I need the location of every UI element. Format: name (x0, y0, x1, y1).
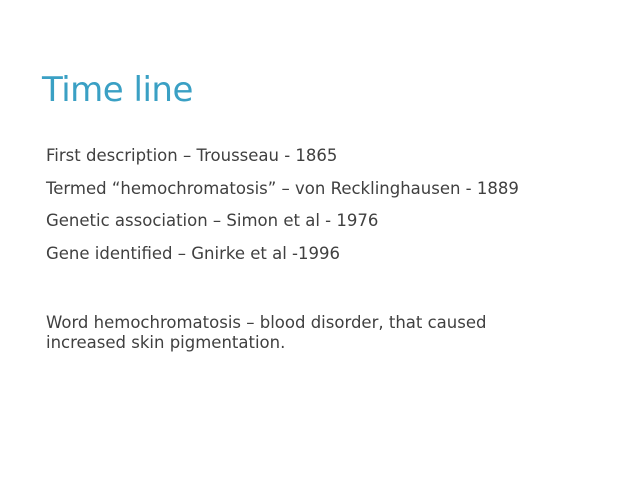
timeline-item-gene-identified: Gene identified – Gnirke et al -1996 (46, 244, 340, 263)
hemochromatosis-note: Word hemochromatosis – blood disorder, that caused increased skin pigmentation. (46, 313, 487, 352)
timeline-item-first-description: First description – Trousseau - 1865 (46, 146, 338, 165)
slide-title: Time line (42, 70, 193, 110)
timeline-item-termed: Termed “hemochromatosis” – von Recklinghausen - 1889 (46, 179, 519, 198)
timeline-item-genetic-association: Genetic association – Simon et al - 1976 (46, 211, 379, 230)
